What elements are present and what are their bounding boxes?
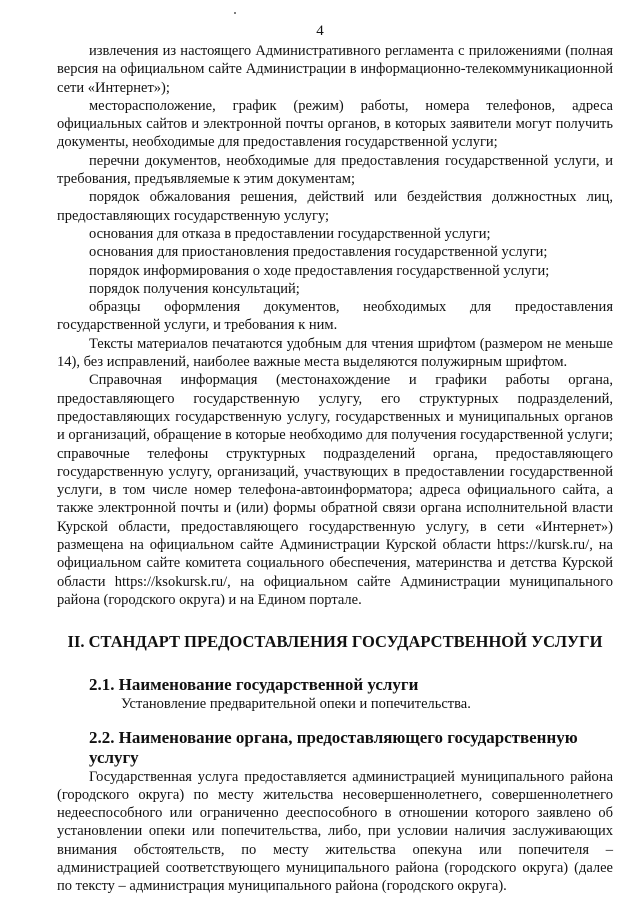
paragraph: порядок обжалования решения, действий или бездействия должностных лиц, предоставляющих государственную услугу; xyxy=(57,189,613,224)
document-body xyxy=(57,42,613,896)
paragraph: порядок информирования о ходе предоставления государственной услуги; xyxy=(89,262,550,279)
paragraph: образцы оформления документов, необходимых для предоставления государственной услуги, и требования к ним. xyxy=(57,299,613,334)
paragraph: извлечения из настоящего Административного регламента с приложениями (полная версия на официальном сайте Администрации в информационно-телекоммуникационной сети «Интернет»); xyxy=(57,43,613,96)
paragraph: основания для отказа в предоставлении государственной услуги; xyxy=(89,225,491,242)
section-text-2-2: Государственная услуга предоставляется администрацией муниципального района (городского округа) по месту жительства несовершеннолетнего, совершеннолетнего недееспособного или ограниченно дееспособного в отношении которого заявлено об установлении опеки или попечительства, либо, при условии наличия заслуживающих внимания обстоятельств, по месту жительства опекуна или попечителя – администрацией соответствующего муниципального района (городского округа) (далее по тексту – администрация муниципального района (городского округа). xyxy=(57,768,613,895)
chapter-heading: II. СТАНДАРТ ПРЕДОСТАВЛЕНИЯ ГОСУДАРСТВЕННОЙ УСЛУГИ xyxy=(67,632,603,652)
paragraph: перечни документов, необходимые для предоставления государственной услуги, и требования, предъявляемые к этим документам; xyxy=(57,152,613,188)
scan-speck xyxy=(234,12,236,14)
paragraph: порядок получения консультаций; xyxy=(89,280,300,297)
paragraph: Тексты материалов печатаются удобным для чтения шрифтом (размером не меньше 14), без исправлений, наиболее важные места выделяются полужирным шрифтом. xyxy=(57,335,613,371)
page-number: 4 xyxy=(316,23,324,39)
paragraph: основания для приостановления предоставления государственной услуги; xyxy=(89,244,548,261)
paragraph: Справочная информация (местонахождение и графики работы органа, предоставляющего государственную услугу, его структурных подразделений, предоставляющих государственную услугу, государственных и муниципальных органов и организаций, обращение в которые необходимо для получения государственной услуги; справочные телефоны структурных подразделений органа, предоставляющего государственную услугу, организаций, участвующих в предоставлении государственной услуги, в том числе номер телефона-автоинформатора; адреса официального сайта, а также электронной почты и (или) формы обратной связи органа исполнительной власти Курской области, предоставляющего государственную услугу, в сети «Интернет») размещена на официальном сайте Администрации Курской области https://kursk.ru/, на официальном сайте комитета социального обеспечения, материнства и детства Курской области https://ksokursk.ru/, на официальном сайте Администрации муниципального района (городского округа) и на Едином портале. xyxy=(57,372,613,608)
section-text-2-1: Установление предварительной опеки и попечительства. xyxy=(121,696,471,713)
section-heading-2-2: 2.2. Наименование органа, предоставляющего государственную услугу xyxy=(89,727,578,767)
paragraph: месторасположение, график (режим) работы, номера телефонов, адреса официальных сайтов и электронной почты органов, в которых заявители могут получить документы, необходимые для предоставления государственной услуги; xyxy=(57,97,613,151)
section-heading-2-1: 2.1. Наименование государственной услуги xyxy=(89,675,419,695)
